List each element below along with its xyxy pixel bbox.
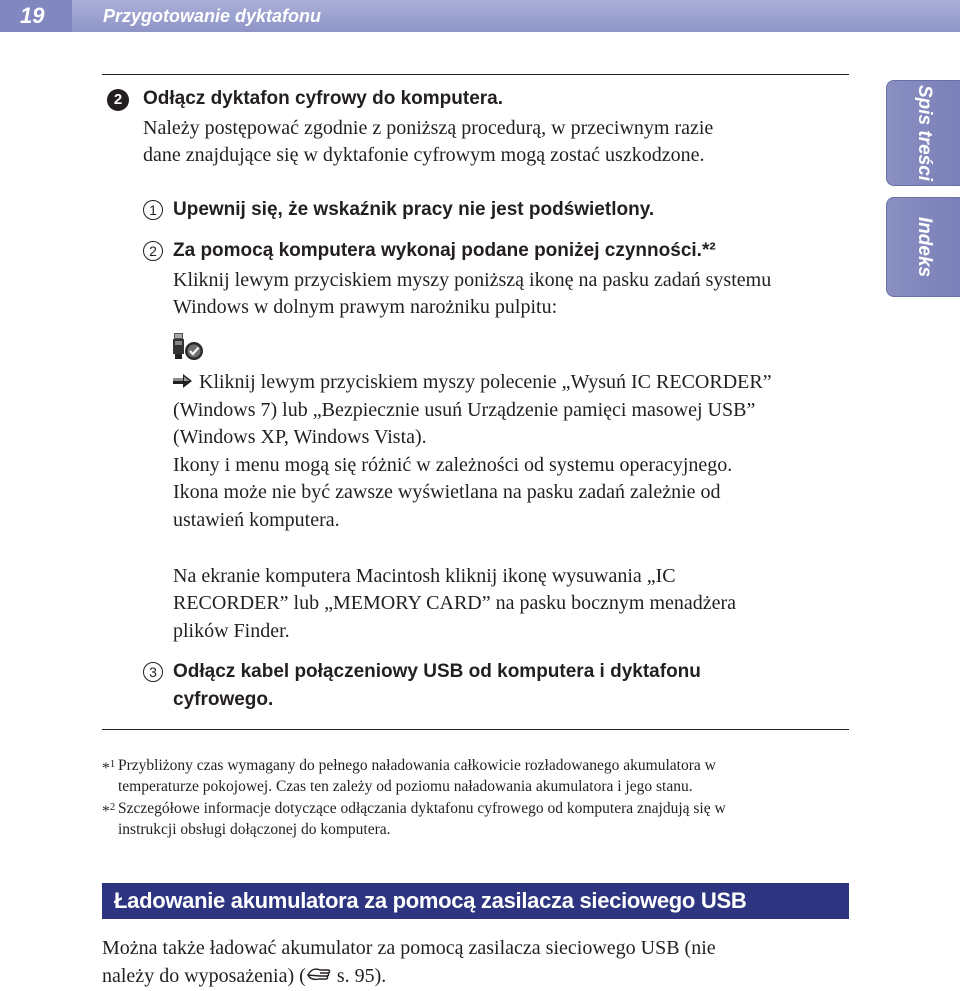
safely-remove-hardware-icon — [172, 332, 206, 362]
step-title: Odłącz dyktafon cyfrowy do komputera. — [143, 88, 504, 109]
arrow-line-6: ustawień komputera. — [173, 509, 340, 531]
footnote-2-line-1: Szczegółowe informacje dotyczące odłączania dyktafonu cyfrowego od komputera znajdują się w — [118, 800, 726, 817]
top-divider — [102, 74, 849, 75]
arrow-line-4: Ikony i menu mogą się różnić w zależności od systemu operacyjnego. — [173, 454, 733, 476]
footnote-1-line-1: Przybliżony czas wymagany do pełnego naładowania całkowicie rozładowanego akumulatora w — [118, 757, 716, 774]
arrow-line-1: Kliknij lewym przyciskiem myszy polecenie „Wysuń IC RECORDER” — [199, 371, 772, 393]
substep-2-title-text: Za pomocą komputera wykonaj podane poniżej czynności. — [173, 240, 702, 261]
table-of-contents-tab[interactable] — [886, 80, 960, 186]
mac-line-2: RECORDER” lub „MEMORY CARD” na pasku bocznym menadżera — [173, 592, 737, 614]
substep-2-title — [173, 237, 716, 265]
page-number: 19 — [0, 0, 72, 32]
mac-line-3: plików Finder. — [173, 620, 290, 642]
substep-3-title-line-2: cyfrowego. — [173, 689, 274, 710]
arrow-line-3: (Windows XP, Windows Vista). — [173, 426, 427, 448]
substep-2-footnote-mark: *² — [701, 240, 716, 261]
section-heading-bar — [102, 883, 849, 919]
arrow-line-2: (Windows 7) lub „Bezpiecznie usuń Urządzenie pamięci masowej USB” — [173, 399, 756, 421]
step-number-badge: 2 — [107, 89, 129, 111]
substep-1-title: Upewnij się, że wskaźnik pracy nie jest podświetlony. — [173, 199, 655, 220]
section-text-line-2-start: należy do wyposażenia) ( — [102, 965, 306, 987]
header-title: Przygotowanie dyktafonu — [103, 6, 322, 26]
arrow-icon — [173, 374, 193, 388]
substep-2-badge: 2 — [143, 241, 163, 261]
index-tab[interactable] — [886, 197, 960, 297]
footnote-2-mark: *$^2$ — [102, 801, 116, 820]
substep-2-line-2: Windows w dolnym prawym narożniku pulpitu: — [173, 296, 558, 318]
step-desc-line-2: dane znajdujące się w dyktafonie cyfrowym mogą zostać uszkodzone. — [143, 144, 705, 166]
substep-3-title-line-1: Odłącz kabel połączeniowy USB od komputera i dyktafonu — [173, 661, 701, 682]
toc-tab-label: Spis treści — [913, 84, 935, 182]
index-tab-label: Indeks — [913, 216, 935, 278]
footnote-1-mark: *$^1$ — [102, 758, 116, 777]
arrow-line-5: Ikona może nie być zawsze wyświetlana na pasku zadań zależnie od — [173, 481, 721, 503]
page-header — [0, 0, 960, 32]
footnote-2-line-2: instrukcji obsługi dołączonej do komputera. — [118, 821, 391, 838]
footnote-divider — [102, 729, 849, 730]
step-desc-line-1: Należy postępować zgodnie z poniższą procedurą, w przeciwnym razie — [143, 117, 714, 139]
section-title: Ładowanie akumulatora za pomocą zasilacza sieciowego USB — [114, 888, 747, 913]
page-reference-icon — [306, 964, 332, 982]
substep-3-badge: 3 — [143, 662, 163, 682]
substep-2-line-1: Kliknij lewym przyciskiem myszy poniższą ikonę na pasku zadań systemu — [173, 269, 772, 291]
section-text-line-2-end: s. 95). — [331, 965, 387, 987]
mac-line-1: Na ekranie komputera Macintosh kliknij ikonę wysuwania „IC — [173, 565, 676, 587]
section-text-line-1: Można także ładować akumulator za pomocą zasilacza sieciowego USB (nie — [102, 937, 716, 959]
section-text-line-2 — [102, 962, 386, 990]
footnote-1-line-2: temperaturze pokojowej. Czas ten zależy od poziomu naładowania akumulatora i jego stanu. — [118, 778, 693, 795]
substep-1-badge: 1 — [143, 200, 163, 220]
